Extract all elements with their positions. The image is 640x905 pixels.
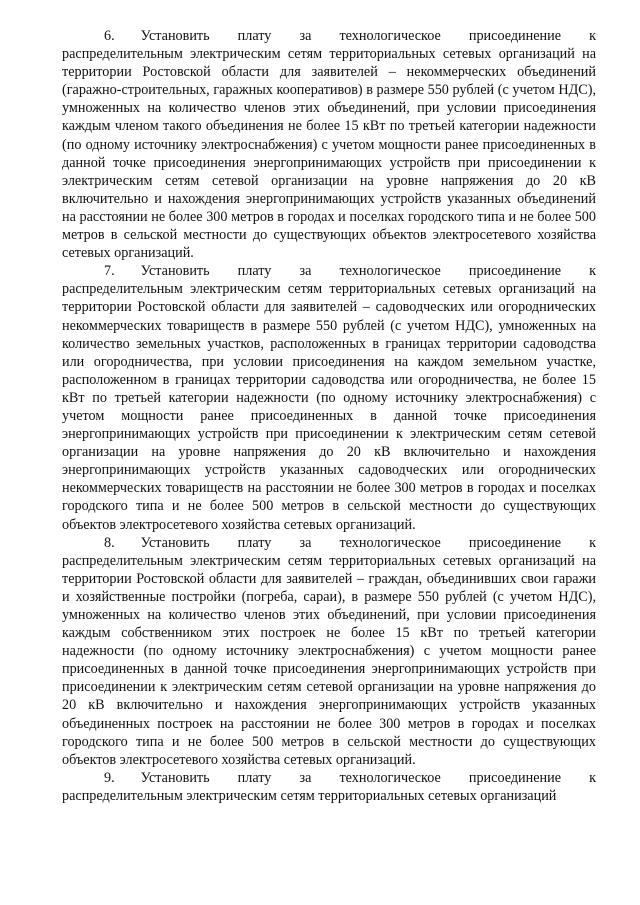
paragraph-text: Установить плату за технологическое присоединение к распределительным электрическим сетям территориальных сетевых организаций на территории Ростовской области для заявителей – некоммерческих объединений (гаражно-строительных, гаражных кооперативов) в размере 550 рублей (с учетом НДС), умноженных на количество членов этих объединений, при условии присоединения каждым членом такого объединения не более 15 кВт по третьей категории надежности (по одному источнику электроснабжения) с учетом мощности ранее присоединенных в данной точке присоединения энергопринимающих устройств при присоединении к электрическим сетям сетевой организации на уровне напряжения до 20 кВ включительно и нахождения энергопринимающих устройств указанных объединений на расстоянии не более 300 метров в городах и поселках городского типа и не более 500 метров в сельской местности до существующих объектов электросетевого хозяйства сетевых организаций. [62, 28, 596, 262]
paragraph-text: Установить плату за технологическое присоединение к распределительным электрическим сетям территориальных сетевых организаций [62, 769, 596, 804]
paragraph-7 [62, 262, 596, 533]
paragraph-number: 9. [104, 769, 115, 786]
paragraph-text: Установить плату за технологическое присоединение к распределительным электрическим сетям территориальных сетевых организаций на территории Ростовской области для заявителей – граждан, объединивших свои гаражи и хозяйственные постройки (погреба, сараи), в размере 550 рублей (с учетом НДС), умноженных на количество членов этих объединений, при условии присоединения каждым собственником этих построек не более 15 кВт по третьей категории надежности (по одному источнику электроснабжения) с учетом мощности ранее присоединенных в данной точке присоединения энергопринимающих устройств при присоединении к электрическим сетям сетевой организации на уровне напряжения до 20 кВ включительно и нахождения энергопринимающих устройств указанных объединенных построек на расстоянии не более 300 метров в городах и поселках городского типа и не более 500 метров в сельской местности до существующих объектов электросетевого хозяйства сетевых организаций. [62, 534, 596, 768]
paragraph-8 [62, 534, 596, 769]
paragraph-9 [62, 769, 596, 805]
paragraph-6 [62, 27, 596, 262]
paragraph-number: 8. [104, 534, 115, 551]
paragraph-number: 7. [104, 263, 115, 280]
document-page [62, 27, 596, 805]
paragraph-number: 6. [104, 28, 115, 44]
paragraph-text: Установить плату за технологическое присоединение к распределительным электрическим сетям территориальных сетевых организаций на территории Ростовской области для заявителей – садоводческих или огороднических некоммерческих товариществ в размере 550 рублей (с учетом НДС), умноженных на количество земельных участков, расположенных в границах территории садоводства или огородничества, при условии присоединения на каждом земельном участке, расположенном в границах территории садоводства или огородничества, не более 15 кВт по третьей категории надежности (по одному источнику электроснабжения) с учетом мощности ранее присоединенных в данной точке присоединения энергопринимающих устройств при присоединении к электрическим сетям сетевой организации на уровне напряжения до 20 кВ включительно и нахождения энергопринимающих устройств указанных садоводческих или огороднических некоммерческих товариществ на расстоянии не более 300 метров в городах и поселках городского типа и не более 500 метров в сельской местности до существующих объектов электросетевого хозяйства сетевых организаций. [62, 263, 596, 533]
